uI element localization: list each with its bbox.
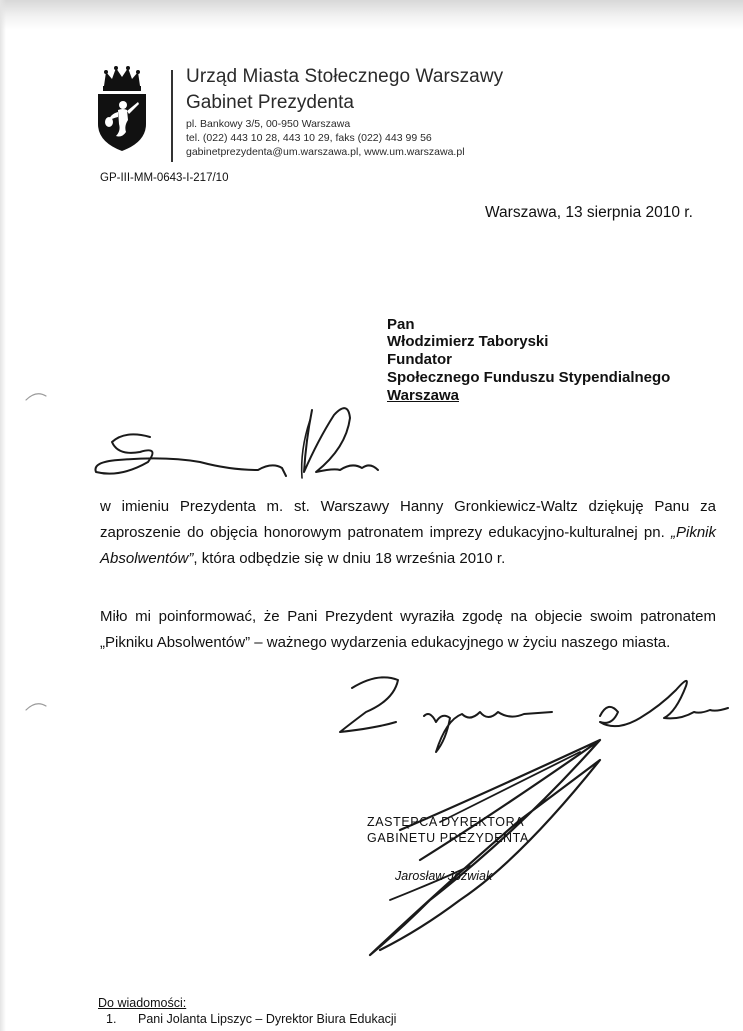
warsaw-coat-of-arms-icon	[94, 64, 150, 152]
cc-item-text: Pani Jolanta Lipszyc – Dyrektor Biura Edukacji	[138, 1012, 397, 1026]
signatory-title-line2: GABINETU PREZYDENTA	[367, 831, 529, 845]
recipient-name: Włodzimierz Taboryski	[387, 333, 549, 350]
handwritten-salutation	[95, 434, 286, 476]
scan-shadow-left	[0, 0, 6, 1031]
office-address: pl. Bankowy 3/5, 00-950 Warszawa	[186, 118, 351, 130]
scan-shadow-top	[0, 0, 743, 30]
body-paragraph-2: Miło mi poinformować, że Pani Prezydent wyraziła zgodę na objecie swoim patronatem „Pikniku Absolwentów” – ważnego wydarzenia edukacyjnego w życiu naszego miasta.	[100, 608, 716, 651]
handwritten-closing	[340, 677, 398, 732]
signatory-name: Jarosław Jóźwiak	[395, 869, 493, 883]
office-phone: tel. (022) 443 10 28, 443 10 29, faks (022) 443 99 56	[186, 132, 432, 144]
reference-number: GP-III-MM-0643-I-217/10	[100, 172, 229, 184]
event-name: „Piknik Absolwentów”	[100, 524, 716, 567]
office-department: Gabinet Prezydenta	[186, 92, 354, 113]
recipient-organization: Społecznego Funduszu Stypendialnego	[387, 369, 671, 386]
body-text: w imieniu Prezydenta m. st. Warszawy Hanny Gronkiewicz-Waltz dziękuję Panu za zaproszenie do objęcia honorowym patronatem imprezy edukacyjno-kulturalnej pn.	[100, 498, 716, 541]
letter-date: Warszawa, 13 sierpnia 2010 r.	[485, 204, 693, 221]
body-paragraph-1	[100, 494, 716, 572]
cc-heading: Do wiadomości:	[98, 996, 187, 1010]
office-contact: gabinetprezydenta@um.warszawa.pl, www.um.warszawa.pl	[186, 146, 465, 158]
office-name: Urząd Miasta Stołecznego Warszawy	[186, 66, 504, 87]
official-signature	[370, 740, 600, 955]
signatory-title-line1: ZASTĘPCA DYREKTORA	[367, 815, 525, 829]
cc-item	[98, 1012, 396, 1026]
cc-item-number: 1.	[106, 1012, 117, 1026]
recipient-city: Warszawa	[387, 387, 459, 404]
body-text: , która odbędzie się w dniu 18 września 2010 r.	[193, 550, 506, 567]
recipient-role: Fundator	[387, 351, 452, 368]
letterhead-divider	[171, 70, 173, 162]
recipient-salutation: Pan	[387, 316, 415, 333]
cc-list	[98, 1012, 396, 1026]
